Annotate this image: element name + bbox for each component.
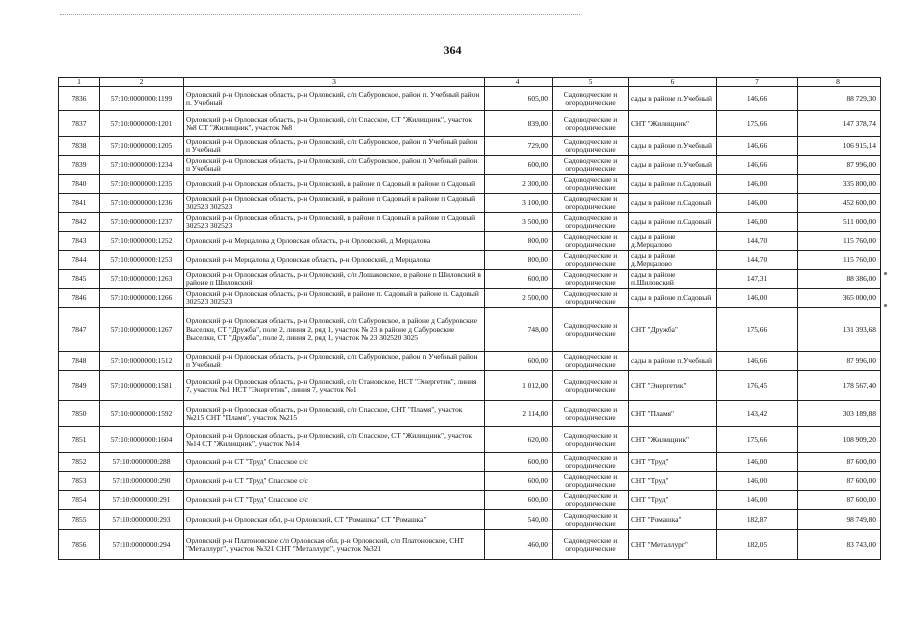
table-row bbox=[59, 453, 881, 472]
cadastral-value-cell: 87 996,00 bbox=[798, 352, 881, 371]
row-number-cell: 7843 bbox=[59, 232, 100, 251]
area-cell: 2 300,00 bbox=[485, 175, 553, 194]
cadastral-number-cell: 57:10:0000000:1201 bbox=[100, 111, 184, 137]
cadastral-number-cell: 57:10:0000000:1581 bbox=[100, 371, 184, 401]
cadastral-value-cell: 452 600,00 bbox=[798, 194, 881, 213]
address-cell: Орловский р-н Орловская область, р-н Орловский, в районе п Садовый в районе п Садовый 302523 302523 bbox=[184, 213, 485, 232]
address-cell: Орловский р-н Орловская область, р-н Орловский, в районе п Садовый в районе п Садовый 302523 302523 bbox=[184, 194, 485, 213]
area-cell: 800,00 bbox=[485, 232, 553, 251]
address-cell: Орловский р-н Орловская область, р-н Орловский, с/п Становское, НСТ "Энергетик", линия 7, участок №1 НСТ "Энергетик", линия 7, участок №1 bbox=[184, 371, 485, 401]
table-row bbox=[59, 194, 881, 213]
address-cell: Орловский р-н Мерцалова д Орловская область, р-н Орловский, д Мерцалова bbox=[184, 232, 485, 251]
area-cell: 600,00 bbox=[485, 472, 553, 491]
address-cell: Орловский р-н Орловская область, р-н Орловский, с/п Сабуровское, район п Учебный район п Учебный bbox=[184, 156, 485, 175]
table-row bbox=[59, 111, 881, 137]
table-row bbox=[59, 352, 881, 371]
location-zone-cell: сады в районе д.Мерцалово bbox=[629, 251, 717, 270]
location-zone-cell: сады в районе п.Садовый bbox=[629, 289, 717, 308]
specific-value-cell: 146,66 bbox=[717, 352, 798, 371]
specific-value-cell: 146,66 bbox=[717, 156, 798, 175]
cadastral-value-cell: 511 000,00 bbox=[798, 213, 881, 232]
cadastral-value-cell: 87 600,00 bbox=[798, 453, 881, 472]
table-row bbox=[59, 175, 881, 194]
specific-value-cell: 182,05 bbox=[717, 530, 798, 560]
land-use-cell: Садоводческие и огороднические bbox=[553, 453, 629, 472]
address-cell: Орловский р-н Орловская область, р-н Орловский, с/п Сабуровское, район п Учебный район п Учебный bbox=[184, 352, 485, 371]
area-cell: 839,00 bbox=[485, 111, 553, 137]
row-number-cell: 7847 bbox=[59, 308, 100, 352]
area-cell: 748,00 bbox=[485, 308, 553, 352]
table-row bbox=[59, 427, 881, 453]
address-cell: Орловский р-н СТ "Труд" Спасское с/с bbox=[184, 453, 485, 472]
cadastral-value-cell: 115 760,00 bbox=[798, 232, 881, 251]
land-use-cell: Садоводческие и огороднические bbox=[553, 491, 629, 510]
cadastral-value-cell: 83 743,00 bbox=[798, 530, 881, 560]
cadastral-number-cell: 57:10:0000000:1234 bbox=[100, 156, 184, 175]
land-use-cell: Садоводческие и огороднические bbox=[553, 194, 629, 213]
area-cell: 460,00 bbox=[485, 530, 553, 560]
table-row bbox=[59, 137, 881, 156]
land-use-cell: Садоводческие и огороднические bbox=[553, 289, 629, 308]
column-header: 6 bbox=[629, 78, 717, 87]
land-use-cell: Садоводческие и огороднические bbox=[553, 213, 629, 232]
land-use-cell: Садоводческие и огороднические bbox=[553, 308, 629, 352]
row-number-cell: 7852 bbox=[59, 453, 100, 472]
column-header: 3 bbox=[184, 78, 485, 87]
row-number-cell: 7848 bbox=[59, 352, 100, 371]
cadastral-number-cell: 57:10:0000000:1199 bbox=[100, 87, 184, 111]
address-cell: Орловский р-н Мерцалова д Орловская область, р-н Орловский, д Мерцалова bbox=[184, 251, 485, 270]
cadastral-value-cell: 87 600,00 bbox=[798, 472, 881, 491]
specific-value-cell: 146,66 bbox=[717, 137, 798, 156]
specific-value-cell: 146,66 bbox=[717, 87, 798, 111]
specific-value-cell: 146,00 bbox=[717, 213, 798, 232]
row-number-cell: 7839 bbox=[59, 156, 100, 175]
area-cell: 3 100,00 bbox=[485, 194, 553, 213]
land-use-cell: Садоводческие и огороднические bbox=[553, 251, 629, 270]
location-zone-cell: сады в районе п.Садовый bbox=[629, 213, 717, 232]
location-zone-cell: сады в районе п.Садовый bbox=[629, 175, 717, 194]
area-cell: 600,00 bbox=[485, 491, 553, 510]
cadastral-number-cell: 57:10:0000000:1237 bbox=[100, 213, 184, 232]
specific-value-cell: 143,42 bbox=[717, 401, 798, 427]
table-row bbox=[59, 401, 881, 427]
row-number-cell: 7837 bbox=[59, 111, 100, 137]
cadastral-value-cell: 115 760,00 bbox=[798, 251, 881, 270]
specific-value-cell: 146,00 bbox=[717, 289, 798, 308]
row-number-cell: 7851 bbox=[59, 427, 100, 453]
area-cell: 605,00 bbox=[485, 87, 553, 111]
area-cell: 540,00 bbox=[485, 510, 553, 530]
table-body bbox=[59, 87, 881, 560]
cadastral-number-cell: 57:10:0000000:1205 bbox=[100, 137, 184, 156]
row-number-cell: 7844 bbox=[59, 251, 100, 270]
table-row bbox=[59, 530, 881, 560]
location-zone-cell: СНТ "Ромашка" bbox=[629, 510, 717, 530]
cadastral-number-cell: 57:10:0000000:290 bbox=[100, 472, 184, 491]
specific-value-cell: 182,87 bbox=[717, 510, 798, 530]
address-cell: Орловский р-н Орловская область, р-н Орловский, в районе п. Садовый в районе п. Садовый 302523 302523 bbox=[184, 289, 485, 308]
specific-value-cell: 176,45 bbox=[717, 371, 798, 401]
specific-value-cell: 175,66 bbox=[717, 111, 798, 137]
location-zone-cell: СНТ "Металлург" bbox=[629, 530, 717, 560]
cadastral-value-cell: 87 600,00 bbox=[798, 491, 881, 510]
column-header: 1 bbox=[59, 78, 100, 87]
cadastral-number-cell: 57:10:0000000:1266 bbox=[100, 289, 184, 308]
area-cell: 600,00 bbox=[485, 156, 553, 175]
specific-value-cell: 144,70 bbox=[717, 232, 798, 251]
area-cell: 620,00 bbox=[485, 427, 553, 453]
address-cell: Орловский р-н Орловская область, р-н Орловский, с/п Спасское, СТ "Жилищник", участок №14 СТ "Жилищник", участок №14 bbox=[184, 427, 485, 453]
column-header: 4 bbox=[485, 78, 553, 87]
table-row bbox=[59, 213, 881, 232]
row-number-cell: 7849 bbox=[59, 371, 100, 401]
cadastral-value-cell: 108 909,20 bbox=[798, 427, 881, 453]
table-row bbox=[59, 232, 881, 251]
column-header: 5 bbox=[553, 78, 629, 87]
table-row bbox=[59, 156, 881, 175]
row-number-cell: 7854 bbox=[59, 491, 100, 510]
cadastral-value-cell: 88 386,00 bbox=[798, 270, 881, 289]
area-cell: 1 012,00 bbox=[485, 371, 553, 401]
cadastral-value-cell: 335 800,00 bbox=[798, 175, 881, 194]
table-row bbox=[59, 371, 881, 401]
location-zone-cell: сады в районе п.Учебный bbox=[629, 156, 717, 175]
cadastral-number-cell: 57:10:0000000:1252 bbox=[100, 232, 184, 251]
column-header: 8 bbox=[798, 78, 881, 87]
land-use-cell: Садоводческие и огороднические bbox=[553, 270, 629, 289]
cadastral-number-cell: 57:10:0000000:1512 bbox=[100, 352, 184, 371]
location-zone-cell: СНТ "Энергетик" bbox=[629, 371, 717, 401]
location-zone-cell: СНТ "Дружба" bbox=[629, 308, 717, 352]
row-number-cell: 7838 bbox=[59, 137, 100, 156]
table-row bbox=[59, 491, 881, 510]
address-cell: Орловский р-н Орловская область, р-н Орловский, с/п Сабуровское, район п Учебный район п Учебный bbox=[184, 137, 485, 156]
row-number-cell: 7840 bbox=[59, 175, 100, 194]
header-row bbox=[59, 78, 881, 87]
cadastral-number-cell: 57:10:0000000:1235 bbox=[100, 175, 184, 194]
area-cell: 600,00 bbox=[485, 352, 553, 371]
row-number-cell: 7842 bbox=[59, 213, 100, 232]
specific-value-cell: 146,00 bbox=[717, 175, 798, 194]
specific-value-cell: 175,66 bbox=[717, 427, 798, 453]
area-cell: 800,00 bbox=[485, 251, 553, 270]
location-zone-cell: СНТ "Пламя" bbox=[629, 401, 717, 427]
specific-value-cell: 144,70 bbox=[717, 251, 798, 270]
cadastral-number-cell: 57:10:0000000:291 bbox=[100, 491, 184, 510]
area-cell: 729,00 bbox=[485, 137, 553, 156]
address-cell: Орловский р-н Орловская область, р-н Орловский, с/п Лошаковское, в районе п Шиловский в районе п Шиловский bbox=[184, 270, 485, 289]
specific-value-cell: 146,00 bbox=[717, 194, 798, 213]
scan-speck bbox=[884, 272, 887, 275]
specific-value-cell: 147,31 bbox=[717, 270, 798, 289]
address-cell: Орловский р-н Орловская область, р-н Орловский, в районе п Садовый в районе п Садовый bbox=[184, 175, 485, 194]
specific-value-cell: 175,66 bbox=[717, 308, 798, 352]
scan-speck bbox=[884, 304, 887, 307]
cadastral-number-cell: 57:10:0000000:1592 bbox=[100, 401, 184, 427]
land-use-cell: Садоводческие и огороднические bbox=[553, 111, 629, 137]
page-number: 364 bbox=[443, 43, 462, 57]
land-use-cell: Садоводческие и огороднические bbox=[553, 137, 629, 156]
scan-artifact-line bbox=[60, 14, 580, 17]
cadastral-number-cell: 57:10:0000000:1236 bbox=[100, 194, 184, 213]
table-row bbox=[59, 308, 881, 352]
address-cell: Орловский р-н Орловская область, р-н Орловский, с/п Сабуровское, в районе д Сабуровские Выселки, СТ "Дружба", поле 2, линия 2, ряд 1, участок № 23 в районе д Сабуровские Выселки, СТ "Дружба", поле 2, линия 2, ряд 1, участок № 23 302520 3025 bbox=[184, 308, 485, 352]
land-use-cell: Садоводческие и огороднические bbox=[553, 156, 629, 175]
address-cell: Орловский р-н СТ "Труд" Спасское с/с bbox=[184, 491, 485, 510]
table-row bbox=[59, 270, 881, 289]
location-zone-cell: сады в районе п.Учебный bbox=[629, 352, 717, 371]
land-register-table bbox=[58, 77, 881, 560]
location-zone-cell: сады в районе п.Учебный bbox=[629, 137, 717, 156]
location-zone-cell: сады в районе п.Садовый bbox=[629, 194, 717, 213]
location-zone-cell: сады в районе п.Учебный bbox=[629, 87, 717, 111]
table-row bbox=[59, 510, 881, 530]
land-use-cell: Садоводческие и огороднические bbox=[553, 530, 629, 560]
area-cell: 2 114,00 bbox=[485, 401, 553, 427]
area-cell: 600,00 bbox=[485, 453, 553, 472]
address-cell: Орловский р-н Орловская область, р-н Орловский, с/п Сабуровское, район п. Учебный район п. Учебный bbox=[184, 87, 485, 111]
cadastral-number-cell: 57:10:0000000:1263 bbox=[100, 270, 184, 289]
cadastral-number-cell: 57:10:0000000:1604 bbox=[100, 427, 184, 453]
address-cell: Орловский р-н СТ "Труд" Спасское с/с bbox=[184, 472, 485, 491]
land-use-cell: Садоводческие и огороднические bbox=[553, 401, 629, 427]
column-header: 7 bbox=[717, 78, 798, 87]
cadastral-value-cell: 147 378,74 bbox=[798, 111, 881, 137]
address-cell: Орловский р-н Орловская область, р-н Орловский, с/п Спасское, СНТ "Пламя", участок №215 СНТ "Пламя", участок №215 bbox=[184, 401, 485, 427]
cadastral-number-cell: 57:10:0000000:1253 bbox=[100, 251, 184, 270]
cadastral-value-cell: 87 996,00 bbox=[798, 156, 881, 175]
row-number-cell: 7850 bbox=[59, 401, 100, 427]
specific-value-cell: 146,00 bbox=[717, 491, 798, 510]
table-row bbox=[59, 472, 881, 491]
cadastral-value-cell: 98 749,80 bbox=[798, 510, 881, 530]
column-header: 2 bbox=[100, 78, 184, 87]
land-use-cell: Садоводческие и огороднические bbox=[553, 472, 629, 491]
land-use-cell: Садоводческие и огороднические bbox=[553, 352, 629, 371]
table-row bbox=[59, 251, 881, 270]
location-zone-cell: СНТ "Труд" bbox=[629, 453, 717, 472]
land-use-cell: Садоводческие и огороднические bbox=[553, 232, 629, 251]
row-number-cell: 7855 bbox=[59, 510, 100, 530]
cadastral-value-cell: 106 915,14 bbox=[798, 137, 881, 156]
land-use-cell: Садоводческие и огороднические bbox=[553, 175, 629, 194]
row-number-cell: 7836 bbox=[59, 87, 100, 111]
cadastral-value-cell: 365 000,00 bbox=[798, 289, 881, 308]
address-cell: Орловский р-н Орловская область, р-н Орловский, с/п Спасское, СТ "Жилищник", участок №8 СТ "Жилищник", участок №8 bbox=[184, 111, 485, 137]
cadastral-number-cell: 57:10:0000000:294 bbox=[100, 530, 184, 560]
cadastral-value-cell: 88 729,30 bbox=[798, 87, 881, 111]
cadastral-value-cell: 178 567,40 bbox=[798, 371, 881, 401]
specific-value-cell: 146,00 bbox=[717, 472, 798, 491]
row-number-cell: 7846 bbox=[59, 289, 100, 308]
address-cell: Орловский р-н Орловская обл, р-н Орловский, СТ "Ромашка" СТ "Ромашка" bbox=[184, 510, 485, 530]
cadastral-value-cell: 303 189,88 bbox=[798, 401, 881, 427]
row-number-cell: 7841 bbox=[59, 194, 100, 213]
address-cell: Орловский р-н Платоновское с/п Орловская обл, р-н Орловский, с/п Платоновское, СНТ "Металлург", участок №321 СНТ "Металлург", участок №321 bbox=[184, 530, 485, 560]
location-zone-cell: сады в районе п.Шиловский bbox=[629, 270, 717, 289]
location-zone-cell: сады в районе д.Мерцалово bbox=[629, 232, 717, 251]
cadastral-number-cell: 57:10:0000000:288 bbox=[100, 453, 184, 472]
specific-value-cell: 146,00 bbox=[717, 453, 798, 472]
land-use-cell: Садоводческие и огороднические bbox=[553, 87, 629, 111]
row-number-cell: 7853 bbox=[59, 472, 100, 491]
table-row bbox=[59, 87, 881, 111]
location-zone-cell: СНТ "Труд" bbox=[629, 491, 717, 510]
table-row bbox=[59, 289, 881, 308]
land-use-cell: Садоводческие и огороднические bbox=[553, 371, 629, 401]
land-use-cell: Садоводческие и огороднические bbox=[553, 427, 629, 453]
location-zone-cell: СНТ "Жилищник" bbox=[629, 427, 717, 453]
row-number-cell: 7845 bbox=[59, 270, 100, 289]
cadastral-value-cell: 131 393,68 bbox=[798, 308, 881, 352]
land-use-cell: Садоводческие и огороднические bbox=[553, 510, 629, 530]
location-zone-cell: СНТ "Жилищник" bbox=[629, 111, 717, 137]
location-zone-cell: СНТ "Труд" bbox=[629, 472, 717, 491]
cadastral-number-cell: 57:10:0000000:293 bbox=[100, 510, 184, 530]
area-cell: 2 500,00 bbox=[485, 289, 553, 308]
area-cell: 600,00 bbox=[485, 270, 553, 289]
cadastral-number-cell: 57:10:0000000:1267 bbox=[100, 308, 184, 352]
area-cell: 3 500,00 bbox=[485, 213, 553, 232]
row-number-cell: 7856 bbox=[59, 530, 100, 560]
